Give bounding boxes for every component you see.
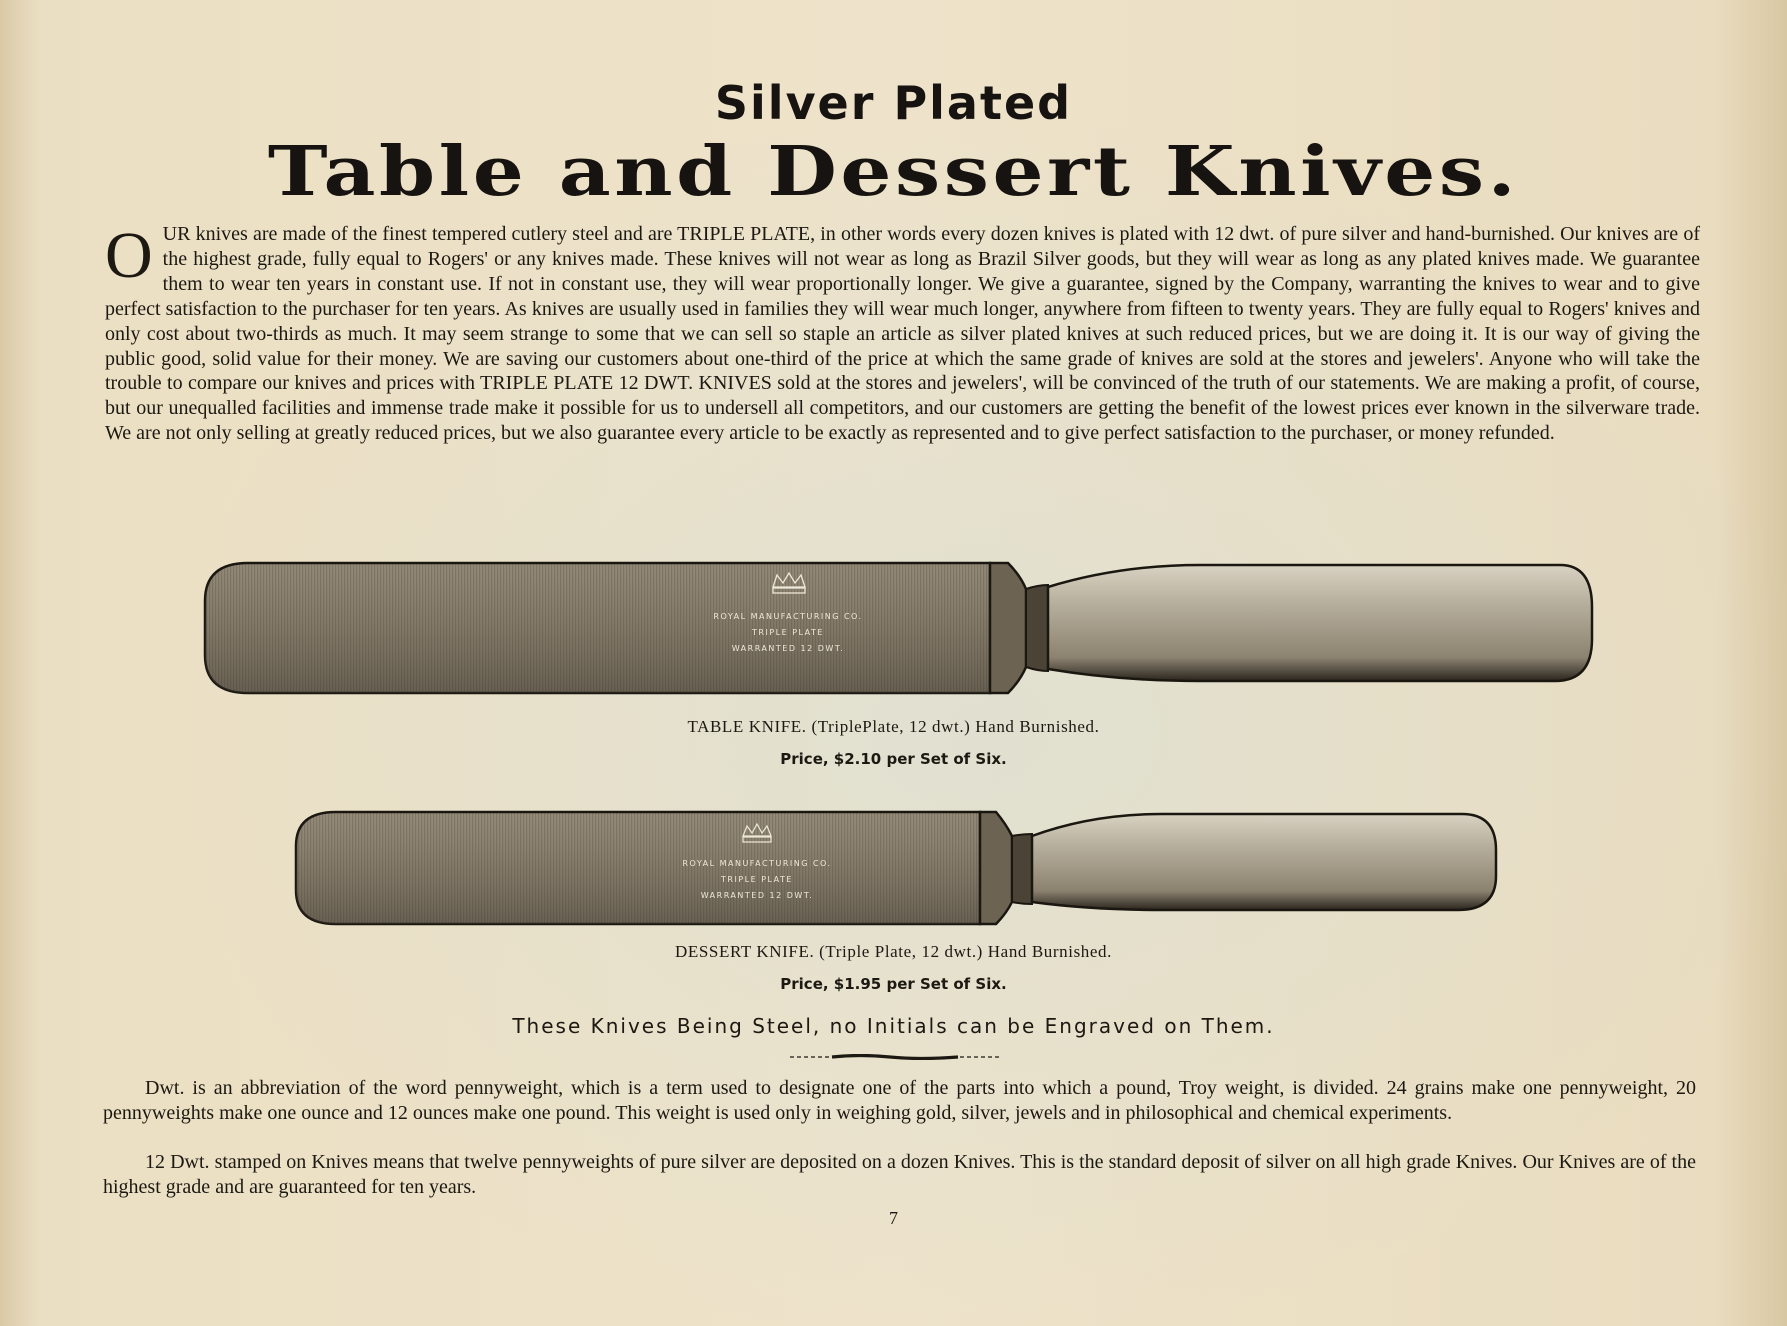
dessert-knife-stamp-line1: ROYAL MANUFACTURING CO. [682, 859, 832, 868]
table-knife-stamp-line2: TRIPLE PLATE [752, 628, 824, 637]
table-knife-stamp-line1: ROYAL MANUFACTURING CO. [713, 612, 863, 621]
dessert-knife-bolster [980, 812, 1012, 924]
intro-text: UR knives are made of the finest tempered cutlery steel and are TRIPLE PLATE, in other words every dozen knives is plated with 12 dwt. of pure silver and hand-burnished. Our knives are of the highest grade, fully equal to Rogers' or any knives made. These knives will not wear as long as Brazil Silver goods, but they will wear as long as any plated knives made. We guarantee them to wear ten years in constant use. If not in constant use, they will wear proportionally longer. We give a guarantee, signed by the Company, warranting the knives to wear and to give perfect satisfaction to the purchaser for ten years. As knives are usually used in families they will wear much longer, anywhere from fifteen to twenty years. They are fully equal to Rogers' knives and only cost about two-thirds as much. It may seem strange to some that we can sell so staple an article as silver plated knives at such reduced prices, but we are doing it. It is our way of giving the public good, solid value for their money. We are saving our customers about one-third of the price at which the same grade of knives are sold at the stores and jewelers'. Anyone who will take the trouble to compare our knives and prices with TRIPLE PLATE 12 DWT. KNIVES sold at the stores and jewelers', will be convinced of the truth of our statements. We are making a profit, of course, but our unequalled facilities and immense trade make it possible for us to undersell all competitors, and our customers are getting the benefit of the lowest prices ever known in the silverware trade. We are not only selling at greatly reduced prices, but we also guarantee every article to be exactly as represented and to give perfect satisfaction to the purchaser, or money refunded. [105, 223, 1700, 445]
dessert-knife-stamp-line2: TRIPLE PLATE [721, 875, 793, 884]
dessert-knife-price: Price, $1.95 per Set of Six. [780, 975, 1007, 993]
table-knife-handle [1048, 565, 1592, 681]
table-knife-stamp-line3: WARRANTED 12 DWT. [731, 644, 845, 653]
heading-silver-plated: Silver Plated [714, 76, 1073, 130]
intro-paragraph [105, 219, 1700, 446]
table-knife-price: Price, $2.10 per Set of Six. [780, 750, 1007, 768]
footnote-paragraph-1: Dwt. is an abbreviation of the word pennyweight, which is a term used to designate one of the parts into which a pound, Troy weight, is divided. 24 grains make one pennyweight, 20 pennyweights make one ounce and 12 ounces make one pound. This weight is used only in weighing gold, silver, jewels and in philosophical and chemical experiments. [103, 1077, 1696, 1124]
dessert-knife-stamp-line3: WARRANTED 12 DWT. [700, 891, 814, 900]
dessert-knife-handle [1032, 814, 1496, 910]
engraving-notice: These Knives Being Steel, no Initials can be Engraved on Them. [512, 1014, 1275, 1038]
dessert-knife-caption: DESSERT KNIFE. (Triple Plate, 12 dwt.) Hand Burnished. [674, 942, 1112, 961]
heading-table-dessert-knives: Table and Dessert Knives. [267, 132, 1520, 212]
table-knife-bolster [990, 563, 1026, 693]
drop-cap: O [105, 219, 153, 292]
page-number: 7 [889, 1208, 898, 1228]
table-knife-illustration [200, 555, 1600, 695]
dessert-knife-illustration [292, 806, 1502, 930]
ornamental-divider [790, 1054, 1000, 1060]
footnote-paragraph-2: 12 Dwt. stamped on Knives means that twelve pennyweights of pure silver are deposited on a dozen Knives. This is the standard deposit of silver on all high grade Knives. Our Knives are of the highest grade and are guaranteed for ten years. [103, 1151, 1696, 1198]
table-knife-caption: TABLE KNIFE. (TriplePlate, 12 dwt.) Hand Burnished. [687, 717, 1100, 736]
